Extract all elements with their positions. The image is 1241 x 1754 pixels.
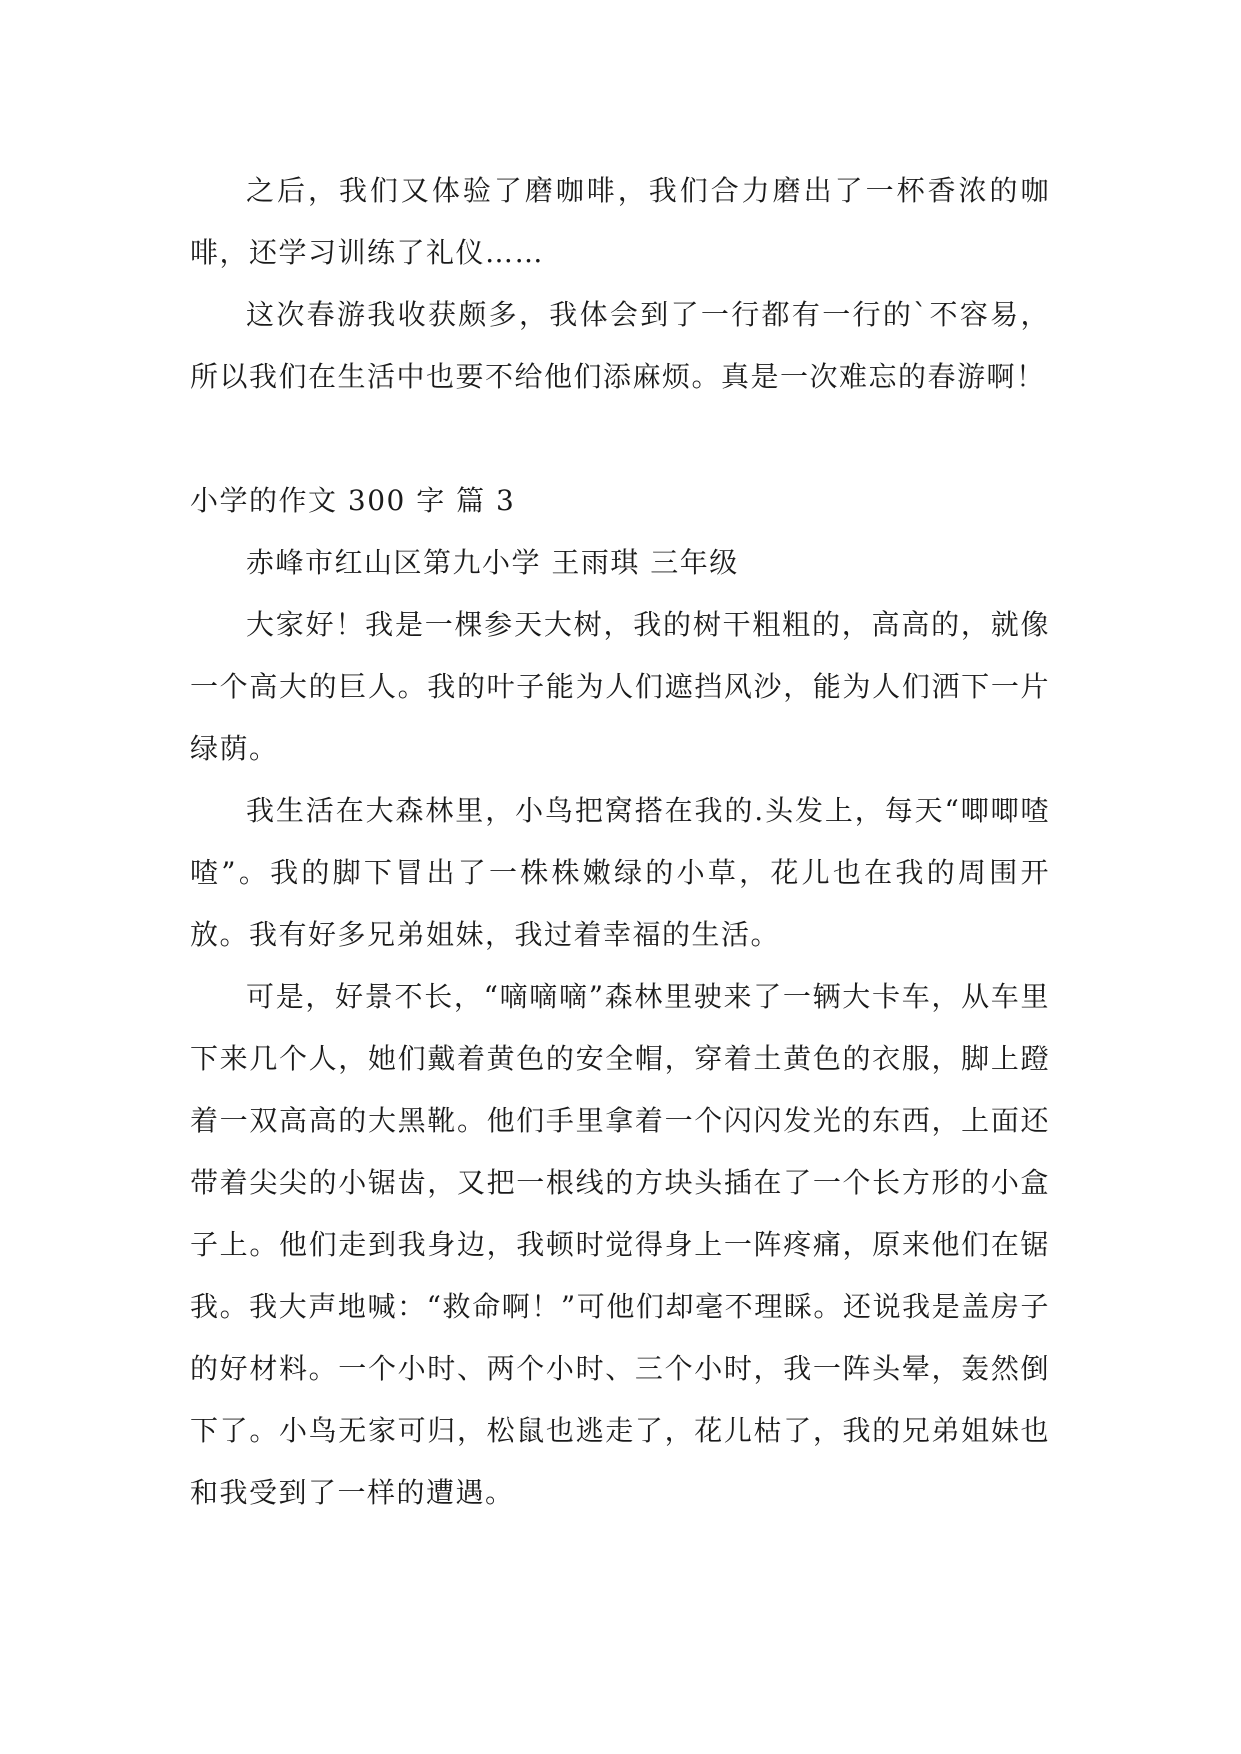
paragraph: 之后，我们又体验了磨咖啡，我们合力磨出了一杯香浓的咖啡，还学习训练了礼仪……	[190, 174, 1050, 269]
paragraph: 我生活在大森林里，小鸟把窝搭在我的.头发上，每天“唧唧喳喳”。我的脚下冒出了一株株嫩绿的小草，花儿也在我的周围开放。我有好多兄弟姐妹，我过着幸福的生活。	[190, 794, 1050, 951]
section-spacer	[190, 408, 1050, 470]
section-title: 小学的作文 300 字 篇 3	[190, 484, 516, 517]
document-content	[190, 160, 1050, 1524]
author-byline: 赤峰市红山区第九小学 王雨琪 三年级	[246, 546, 739, 579]
paragraph: 可是，好景不长，“嘀嘀嘀”森林里驶来了一辆大卡车，从车里下来几个人，她们戴着黄色的安全帽，穿着土黄色的衣服，脚上蹬着一双高高的大黑靴。他们手里拿着一个闪闪发光的东西，上面还带着尖尖的小锯齿，又把一根线的方块头插在了一个长方形的小盒子上。他们走到我身边，我顿时觉得身上一阵疼痛，原来他们在锯我。我大声地喊：“救命啊！”可他们却毫不理睬。还说我是盖房子的好材料。一个小时、两个小时、三个小时，我一阵头晕，轰然倒下了。小鸟无家可归，松鼠也逃走了，花儿枯了，我的兄弟姐妹也和我受到了一样的遭遇。	[190, 980, 1050, 1509]
paragraph: 这次春游我收获颇多，我体会到了一行都有一行的`不容易，所以我们在生活中也要不给他们添麻烦。真是一次难忘的春游啊！	[190, 298, 1050, 393]
paragraph: 大家好！我是一棵参天大树，我的树干粗粗的，高高的，就像一个高大的巨人。我的叶子能为人们遮挡风沙，能为人们洒下一片绿荫。	[190, 608, 1050, 765]
